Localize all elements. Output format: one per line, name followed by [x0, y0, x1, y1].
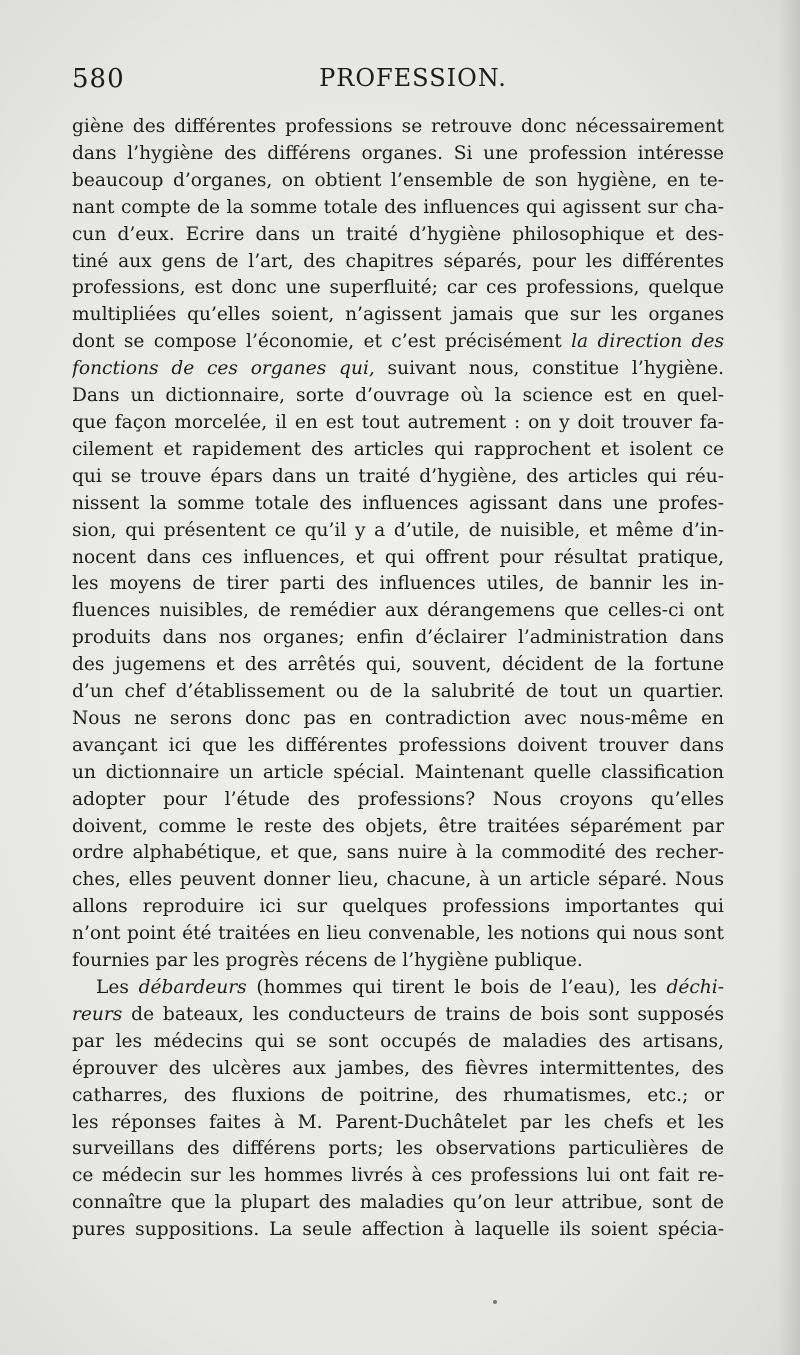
text-span: fluences nuisibles, de remédier aux dérangemens que celles-ci ont — [72, 600, 724, 622]
text-line — [72, 921, 724, 948]
text-span: des jugemens et des arrêtés qui, souvent, décident de la fortune — [72, 654, 724, 676]
text-span: pures suppositions. La seule affection à laquelle ils soient spécia- — [72, 1219, 724, 1241]
text-span: nissent la somme totale des influences agissant dans une profes- — [72, 492, 724, 514]
page-number: 580 — [72, 64, 125, 94]
text-span: (hommes qui tirent le bois de l’eau), les — [246, 977, 667, 998]
text-span: professions, est donc une superfluité; car ces professions, quelque — [72, 277, 724, 299]
text-span: connaître que la plupart des maladies qu’on leur attribue, sont de — [72, 1192, 724, 1214]
text-line — [72, 518, 724, 545]
text-line — [72, 114, 724, 141]
text-span: ordre alphabétique, et que, sans nuire à la commodité des recher- — [72, 842, 724, 864]
text-span: tiné aux gens de l’art, des chapitres séparés, pour les différentes — [72, 250, 724, 272]
text-span: dont se compose l’économie, et c’est précisément — [72, 331, 572, 353]
text-line — [72, 275, 724, 302]
text-span: dans l’hygiène des différens organes. Si une profession intéresse — [72, 142, 724, 164]
text-line — [72, 867, 724, 894]
text-span: doivent, comme le reste des objets, être traitées séparément par — [72, 815, 724, 837]
text-span: beaucoup d’organes, on obtient l’ensemble de son hygiène, en te- — [72, 169, 724, 191]
text-line — [72, 168, 724, 195]
italic-text: fonctions de ces organes qui, — [72, 358, 375, 380]
text-line — [72, 894, 724, 921]
text-line — [72, 1136, 724, 1163]
text-line — [72, 814, 724, 841]
text-line — [72, 1217, 724, 1244]
text-span: que façon morcelée, il en est tout autrement : on y doit trouver fa- — [72, 411, 724, 433]
text-span: Dans un dictionnaire, sorte d’ouvrage où la science est en quel- — [72, 385, 724, 407]
text-line — [72, 383, 724, 410]
text-line — [72, 571, 724, 598]
body-text — [72, 114, 724, 1244]
text-span: par les médecins qui se sont occupés de maladies des artisans, — [72, 1030, 724, 1052]
text-line — [72, 840, 724, 867]
text-span: les réponses faites à M. Parent-Duchâtelet par les chefs et les — [72, 1111, 724, 1133]
text-line — [72, 302, 724, 329]
italic-text: débardeurs — [138, 977, 247, 998]
text-line — [72, 1002, 724, 1029]
text-span: allons reproduire ici sur quelques professions importantes qui — [72, 896, 724, 918]
text-line — [72, 975, 724, 1002]
text-span: ches, elles peuvent donner lieu, chacune, à un article séparé. Nous — [72, 869, 724, 891]
italic-text: la direction des — [571, 331, 724, 353]
text-span: avançant ici que les différentes professions doivent trouver dans — [72, 734, 724, 756]
text-span: surveillans des différens ports; les observations particulières de — [72, 1138, 724, 1160]
text-line — [72, 545, 724, 572]
italic-text: déchi- — [666, 977, 724, 998]
text-line — [72, 625, 724, 652]
text-line — [72, 249, 724, 276]
text-line — [72, 410, 724, 437]
text-line — [72, 787, 724, 814]
text-span: les moyens de tirer parti des influences utiles, de bannir les in- — [72, 573, 724, 595]
text-span: cilement et rapidement des articles qui rapprochent et isolent ce — [72, 438, 724, 460]
text-span: Les — [96, 977, 139, 998]
text-line — [72, 598, 724, 625]
text-span: nant compte de la somme totale des influences qui agissent sur cha- — [72, 196, 724, 218]
text-line — [72, 1029, 724, 1056]
text-line — [72, 195, 724, 222]
text-span: giène des différentes professions se retrouve donc nécessairement — [72, 116, 724, 137]
text-span: cun d’eux. Ecrire dans un traité d’hygiène philosophique et des- — [72, 223, 724, 245]
text-line — [72, 464, 724, 491]
text-span: un dictionnaire un article spécial. Maintenant quelle classification — [72, 761, 724, 783]
text-span: ce médecin sur les hommes livrés à ces professions lui ont fait re- — [72, 1165, 724, 1187]
text-span: catharres, des fluxions de poitrine, des rhumatismes, etc.; or — [72, 1084, 724, 1106]
text-line — [72, 652, 724, 679]
text-span: produits dans nos organes; enfin d’éclairer l’administration dans — [72, 627, 724, 649]
text-line — [72, 679, 724, 706]
text-line — [72, 141, 724, 168]
page-title: PROFESSION. — [319, 64, 507, 92]
text-span: éprouver des ulcères aux jambes, des fièvres intermittentes, des — [72, 1057, 724, 1079]
italic-text: reurs — [72, 1003, 123, 1025]
text-line — [72, 1190, 724, 1217]
text-span: sion, qui présentent ce qu’il y a d’utile, de nuisible, et même d’in- — [72, 519, 724, 541]
text-span: multipliées qu’elles soient, n’agissent jamais que sur les organes — [72, 304, 724, 326]
text-line — [72, 1163, 724, 1190]
print-speck — [493, 1300, 497, 1304]
text-span: qui se trouve épars dans un traité d’hygiène, des articles qui réu- — [72, 465, 724, 487]
text-span: nocent dans ces influences, et qui offrent pour résultat pratique, — [72, 546, 724, 568]
text-line — [72, 1056, 724, 1083]
text-span: Nous ne serons donc pas en contradiction avec nous-même en — [72, 707, 724, 729]
text-span: suivant nous, constitue l’hygiène. — [374, 358, 724, 380]
running-head — [72, 64, 724, 104]
text-span: n’ont point été traitées en lieu convenable, les notions qui nous sont — [72, 923, 724, 945]
text-line — [72, 733, 724, 760]
text-span: d’un chef d’établissement ou de la salubrité de tout un quartier. — [72, 681, 724, 703]
text-line — [72, 437, 724, 464]
text-line — [72, 491, 724, 518]
text-line — [72, 222, 724, 249]
text-line — [72, 329, 724, 356]
text-line — [72, 356, 724, 383]
text-line — [72, 760, 724, 787]
text-span: adopter pour l’étude des professions? Nous croyons qu’elles — [72, 788, 724, 810]
text-line — [72, 1083, 724, 1110]
text-line — [72, 1110, 724, 1137]
text-line — [72, 706, 724, 733]
text-span: fournies par les progrès récens de l’hygiène publique. — [72, 950, 583, 972]
text-line — [72, 948, 724, 975]
text-span: de bateaux, les conducteurs de trains de bois sont supposés — [122, 1003, 724, 1025]
